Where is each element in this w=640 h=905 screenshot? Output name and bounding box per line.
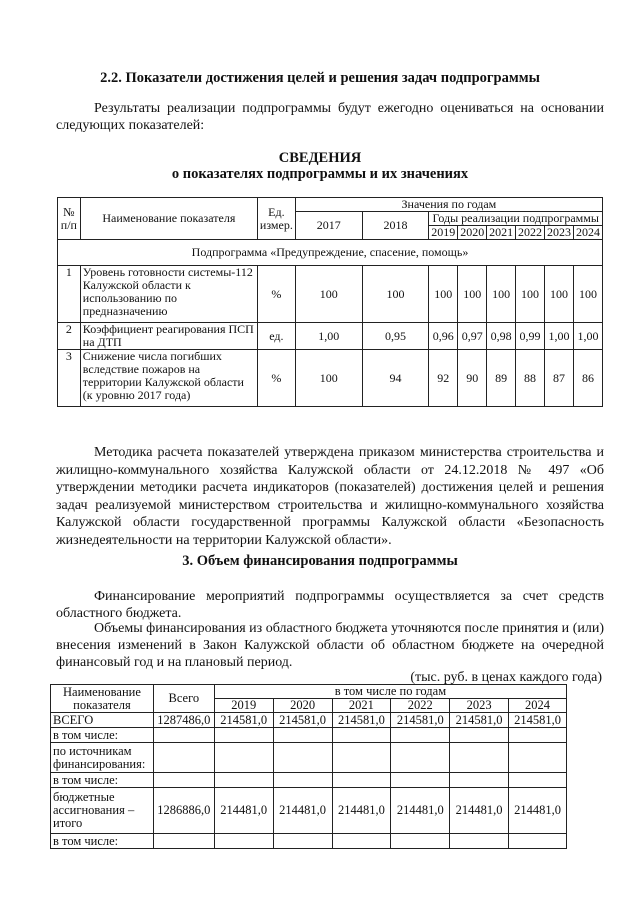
cell-value: 100 <box>295 266 362 323</box>
col-name-header: Наименование показателя <box>51 685 154 713</box>
cell-value <box>450 743 509 773</box>
table-row <box>51 743 567 773</box>
row-name: ВСЕГО <box>51 713 154 728</box>
year-header: 2020 <box>273 699 332 713</box>
cell-value: 100 <box>295 350 362 407</box>
row-unit: ед. <box>257 323 295 350</box>
year-header: 2019 <box>214 699 273 713</box>
cell-value <box>391 773 450 788</box>
cell-value: 100 <box>487 266 516 323</box>
table-row <box>51 834 567 849</box>
cell-value <box>509 728 567 743</box>
cell-value: 0,95 <box>362 323 429 350</box>
cell-value <box>214 773 273 788</box>
cell-value: 214581,0 <box>214 713 273 728</box>
col-years-group-header: Годы реализации подпрограммы <box>429 212 603 226</box>
table-row <box>58 350 603 407</box>
cell-value <box>273 834 332 849</box>
cell-value <box>273 773 332 788</box>
cell-value <box>391 728 450 743</box>
cell-value: 1,00 <box>573 323 602 350</box>
cell-value <box>450 728 509 743</box>
cell-value: 214481,0 <box>273 788 332 834</box>
row-name: Коэффициент реагирования ПСП на ДТП <box>80 323 257 350</box>
cell-value <box>450 834 509 849</box>
row-name: Уровень готовности системы-112 Калужской области к использованию по предназначению <box>80 266 257 323</box>
row-name: бюджетные ассигнования – итого <box>51 788 154 834</box>
year-header: 2023 <box>450 699 509 713</box>
col-values-header: Значения по годам <box>295 198 602 212</box>
cell-value: 1,00 <box>295 323 362 350</box>
year-header: 2022 <box>391 699 450 713</box>
row-total: 1287486,0 <box>153 713 214 728</box>
row-total <box>153 773 214 788</box>
col-years-group-header: в том числе по годам <box>214 685 566 699</box>
cell-value <box>391 834 450 849</box>
cell-value: 214581,0 <box>273 713 332 728</box>
svedenia-subtitle: о показателях подпрограммы и их значениях <box>171 166 469 182</box>
cell-value: 214581,0 <box>509 713 567 728</box>
cell-value: 100 <box>545 266 574 323</box>
cell-value <box>332 728 391 743</box>
row-name: в том числе: <box>51 834 154 849</box>
cell-value: 100 <box>429 266 458 323</box>
year-header: 2022 <box>516 226 545 240</box>
year-header: 2017 <box>295 212 362 240</box>
row-total <box>153 834 214 849</box>
cell-value: 92 <box>429 350 458 407</box>
table-row <box>58 266 603 323</box>
cell-value: 100 <box>362 266 429 323</box>
cell-value: 86 <box>573 350 602 407</box>
row-num: 2 <box>58 323 81 350</box>
cell-value: 89 <box>487 350 516 407</box>
cell-value: 100 <box>573 266 602 323</box>
cell-value <box>332 834 391 849</box>
row-name: по источникам финансирования: <box>51 743 154 773</box>
financing-paragraph-1: Финансирование мероприятий подпрограммы осуществляется за счет средств областного бюджета. <box>56 589 604 621</box>
subprogram-row: Подпрограмма «Предупреждение, спасение, помощь» <box>58 240 603 266</box>
cell-value <box>391 743 450 773</box>
cell-value: 100 <box>516 266 545 323</box>
row-total <box>153 728 214 743</box>
col-num-header: № п/п <box>58 198 81 240</box>
section-heading: 2.2. Показатели достижения целей и решения задач подпрограммы <box>100 70 540 86</box>
row-num: 1 <box>58 266 81 323</box>
row-total <box>153 743 214 773</box>
col-total-header: Всего <box>153 685 214 713</box>
methodology-paragraph: Методика расчета показателей утверждена приказом министерства строительства и жилищно-коммунального хозяйства Калужской области от 24.12.2018 № 497 «Об утверждении методики расчета индикаторов (показателей) достижения целей и решения задач реализуемой министерством строительства и жилищно-коммунального хозяйства Калужской области государственной программы Калужской области «Безопасность жизнедеятельности на территории Калужской области». <box>56 445 604 548</box>
cell-value: 0,96 <box>429 323 458 350</box>
cell-value <box>332 773 391 788</box>
row-num: 3 <box>58 350 81 407</box>
row-name: в том числе: <box>51 773 154 788</box>
cell-value: 214581,0 <box>332 713 391 728</box>
cell-value <box>509 743 567 773</box>
year-header: 2020 <box>458 226 487 240</box>
cell-value: 94 <box>362 350 429 407</box>
cell-value: 214481,0 <box>391 788 450 834</box>
cell-value: 0,98 <box>487 323 516 350</box>
col-name-header: Наименование показателя <box>80 198 257 240</box>
financing-paragraph-2: Объемы финансирования из областного бюджета уточняются после принятия и (или) внесения изменений в Закон Калужской области об областном бюджете на очередной финансовый год и на плановый период. <box>56 621 604 670</box>
intro-paragraph: Результаты реализации подпрограммы будут ежегодно оцениваться на основании следующих показателей: <box>56 101 604 133</box>
year-header: 2024 <box>509 699 567 713</box>
year-header: 2024 <box>573 226 602 240</box>
cell-value <box>509 834 567 849</box>
finance-table <box>50 684 567 849</box>
table-row <box>51 713 567 728</box>
cell-value: 214481,0 <box>332 788 391 834</box>
unit-note: (тыс. руб. в ценах каждого года) <box>410 670 602 685</box>
row-unit: % <box>257 266 295 323</box>
cell-value <box>332 743 391 773</box>
row-name: в том числе: <box>51 728 154 743</box>
cell-value: 87 <box>545 350 574 407</box>
row-total: 1286886,0 <box>153 788 214 834</box>
row-name: Снижение числа погибших вследствие пожаров на территории Калужской области (к уровню 2017 года) <box>80 350 257 407</box>
cell-value: 0,99 <box>516 323 545 350</box>
year-header: 2018 <box>362 212 429 240</box>
cell-value <box>273 743 332 773</box>
cell-value: 214581,0 <box>450 713 509 728</box>
row-unit: % <box>257 350 295 407</box>
cell-value: 214581,0 <box>391 713 450 728</box>
svedenia-title: СВЕДЕНИЯ <box>278 150 362 166</box>
cell-value <box>214 728 273 743</box>
cell-value: 214481,0 <box>509 788 567 834</box>
cell-value <box>214 743 273 773</box>
cell-value: 0,97 <box>458 323 487 350</box>
cell-value: 90 <box>458 350 487 407</box>
table-row <box>51 773 567 788</box>
cell-value: 88 <box>516 350 545 407</box>
col-unit-header: Ед. измер. <box>257 198 295 240</box>
cell-value <box>273 728 332 743</box>
year-header: 2019 <box>429 226 458 240</box>
year-header: 2021 <box>332 699 391 713</box>
cell-value: 1,00 <box>545 323 574 350</box>
cell-value <box>214 834 273 849</box>
cell-value: 214481,0 <box>214 788 273 834</box>
table-row <box>51 788 567 834</box>
cell-value: 100 <box>458 266 487 323</box>
cell-value: 214481,0 <box>450 788 509 834</box>
indicators-table <box>57 197 603 407</box>
year-header: 2023 <box>545 226 574 240</box>
cell-value <box>509 773 567 788</box>
table-row <box>51 728 567 743</box>
section3-heading: 3. Объем финансирования подпрограммы <box>182 553 458 569</box>
cell-value <box>450 773 509 788</box>
year-header: 2021 <box>487 226 516 240</box>
table-row <box>58 323 603 350</box>
